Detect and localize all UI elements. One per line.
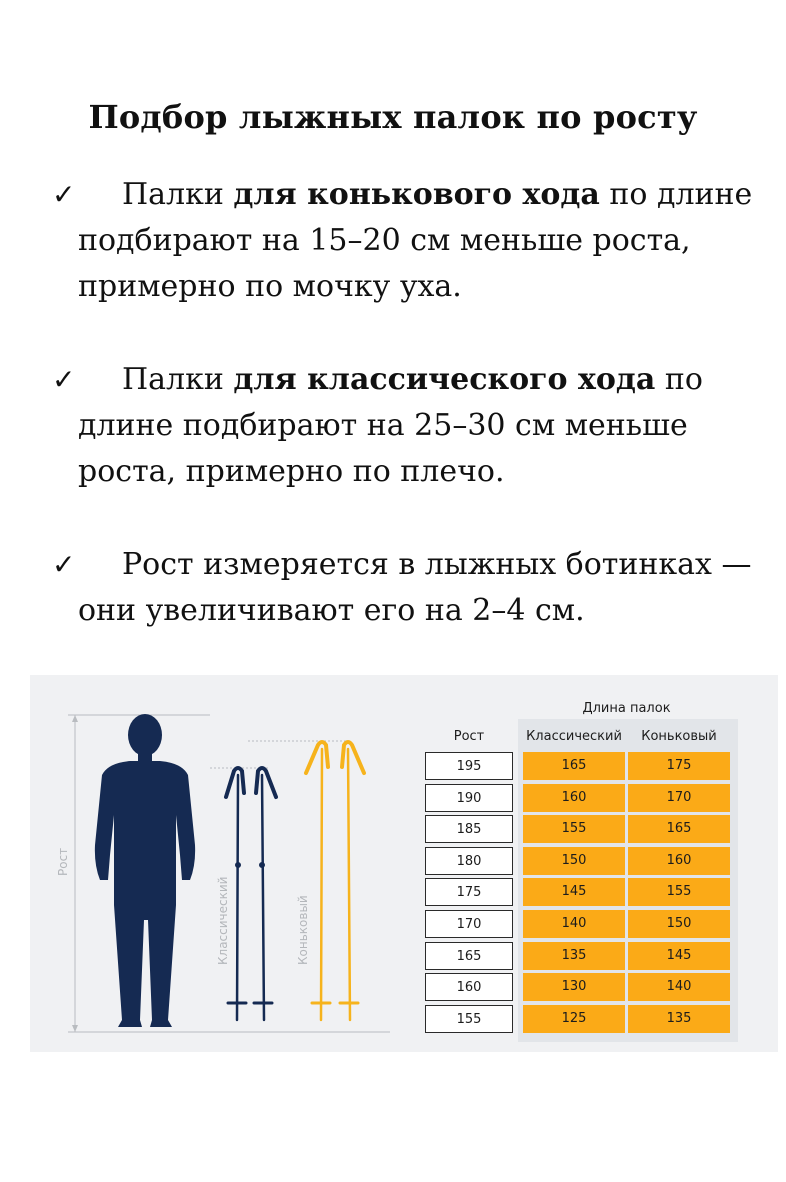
bullet-text: [78, 542, 768, 634]
table-cell-classic: 150: [523, 847, 625, 875]
classic-pole-label: Классический: [216, 876, 230, 965]
table-cell-height: 190: [425, 784, 513, 812]
table-cell-skate: 175: [628, 752, 730, 780]
table-cell-skate: 145: [628, 942, 730, 970]
table-cell-height: 170: [425, 910, 513, 938]
bullet-text-pre: Рост измеряется в лыжных ботинках — они увеличивают его на 2–4 см.: [78, 547, 752, 628]
check-icon: ✓: [52, 363, 76, 396]
table-cell-height: 185: [425, 815, 513, 843]
table-cell-classic: 165: [523, 752, 625, 780]
classic-poles-icon: [226, 768, 276, 1020]
bullet-text-bold: для конькового хода: [233, 177, 600, 212]
check-icon: ✓: [52, 548, 76, 581]
table-cell-skate: 160: [628, 847, 730, 875]
bullet-text: [78, 357, 768, 495]
skate-pole-label: Коньковый: [296, 895, 310, 965]
skate-poles-icon: [306, 742, 364, 1020]
col-header-height: Рост: [453, 729, 485, 744]
table-cell-skate: 140: [628, 973, 730, 1001]
table-cell-classic: 130: [523, 973, 625, 1001]
table-cell-skate: 150: [628, 910, 730, 938]
bullet-text-post: по длине подбирают на 25–30 см меньше роста, примерно по плечо.: [78, 362, 703, 489]
table-cell-height: 165: [425, 942, 513, 970]
pole-length-header: Длина палок: [582, 701, 671, 716]
table-cell-skate: 135: [628, 1005, 730, 1033]
page-title: Подбор лыжных палок по росту: [88, 98, 698, 136]
table-cell-classic: 140: [523, 910, 625, 938]
table-cell-height: 160: [425, 973, 513, 1001]
bullet-text: [78, 172, 768, 310]
table-cell-classic: 135: [523, 942, 625, 970]
check-icon: ✓: [52, 178, 76, 211]
bullet-text-pre: Палки: [122, 177, 234, 212]
table-cell-height: 180: [425, 847, 513, 875]
col-header-classic: Классический: [526, 729, 622, 744]
table-cell-skate: 165: [628, 815, 730, 843]
pole-size-infographic: [30, 675, 778, 1052]
table-cell-height: 195: [425, 752, 513, 780]
col-header-skate: Коньковый: [641, 729, 717, 744]
bullet-text-pre: Палки: [122, 362, 234, 397]
person-silhouette-icon: [95, 714, 195, 1027]
table-cell-classic: 125: [523, 1005, 625, 1033]
table-cell-classic: 145: [523, 878, 625, 906]
bullet-text-bold: для классического хода: [233, 362, 656, 397]
table-cell-height: 175: [425, 878, 513, 906]
height-axis-label: Рост: [56, 847, 70, 876]
bullet-text-post: по длине подбирают на 15–20 см меньше роста, примерно по мочку уха.: [78, 177, 753, 304]
table-cell-skate: 155: [628, 878, 730, 906]
table-cell-classic: 155: [523, 815, 625, 843]
table-cell-classic: 160: [523, 784, 625, 812]
table-cell-height: 155: [425, 1005, 513, 1033]
table-cell-skate: 170: [628, 784, 730, 812]
